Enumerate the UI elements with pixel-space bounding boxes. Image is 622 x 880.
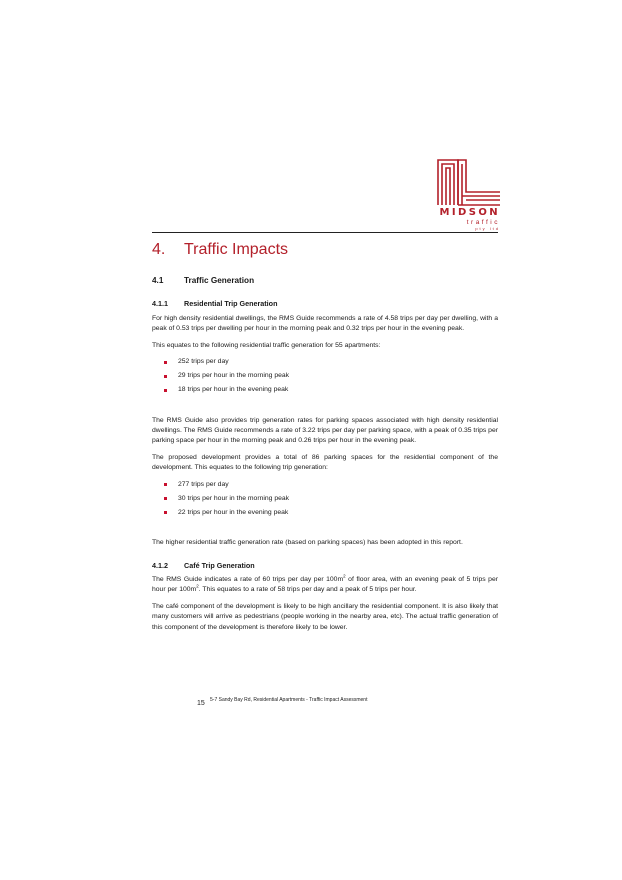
section-title: Residential Trip Generation	[184, 299, 278, 309]
text-run: . This equates to a rate of 58 trips per day and a peak of 5 trips per hour.	[198, 586, 417, 594]
list-item: 30 trips per hour in the morning peak	[152, 494, 498, 504]
section-heading-4-1-1	[152, 299, 498, 309]
text-run: of floor area, with an evening peak of 5 trips per hour per 100m	[152, 576, 499, 594]
paragraph: For high density residential dwellings, the RMS Guide recommends a rate of 4.58 trips per day per dwelling, with a peak of 0.53 trips per dwelling per hour in the morning peak and 0.32 trips per hour in the evening peak.	[152, 314, 498, 333]
section-title: Traffic Generation	[184, 276, 255, 285]
paragraph-floor-area	[152, 575, 498, 596]
brand-sub2: pty ltd	[475, 226, 500, 231]
paragraph: The café component of the development is likely to be high ancillary the residential component. It is also likely that many customers will arrive as pedestrians (people working in the nearby area, etc). The actual traffic generation of this component of the development is therefore likely to be lower.	[152, 602, 498, 631]
section-title: Café Trip Generation	[184, 560, 255, 570]
list-item: 252 trips per day	[152, 357, 498, 367]
chapter-heading	[152, 241, 288, 259]
brand-name: MIDSON	[439, 207, 500, 218]
paragraph: This equates to the following residential traffic generation for 55 apartments:	[152, 341, 381, 349]
paragraph: The proposed development provides a total of 86 parking spaces for the residential component of the development. This equates to the following trip generation:	[152, 453, 498, 472]
midson-logo-icon	[436, 158, 502, 206]
superscript: 2	[196, 584, 199, 590]
list-item: 22 trips per hour in the evening peak	[152, 508, 498, 518]
section-number: 4.1.1	[152, 299, 168, 309]
section-number: 4.1.2	[152, 560, 168, 570]
list-item: 18 trips per hour in the evening peak	[152, 385, 498, 395]
bullet-list-residential	[152, 357, 498, 396]
text-run: The RMS Guide indicates a rate of 60 trips per day per 100m	[152, 576, 344, 584]
page-number: 15	[197, 700, 205, 707]
paragraph: The RMS Guide also provides trip generation rates for parking spaces associated with high density residential dwellings. The RMS Guide recommends a rate of 3.22 trips per day per parking space, with a peak of 0.35 trips per parking space per hour in the morning peak and 0.26 trips per hour in the evening peak.	[152, 416, 498, 445]
superscript: 2	[343, 573, 346, 579]
header-rule	[152, 232, 498, 233]
section-number: 4.1	[152, 276, 164, 285]
section-heading-4-1-2	[152, 561, 498, 571]
brand-sub: traffic	[466, 219, 500, 226]
paragraph: The higher residential traffic generation rate (based on parking spaces) has been adopted in this report.	[152, 539, 463, 547]
bullet-list-parking	[152, 480, 498, 519]
chapter-number: 4.	[152, 241, 166, 258]
list-item: 29 trips per hour in the morning peak	[152, 371, 498, 381]
list-item: 277 trips per day	[152, 480, 498, 490]
footer-title: 5-7 Sandy Bay Rd, Residential Apartments - Traffic Impact Assessment	[210, 697, 368, 703]
chapter-title: Traffic Impacts	[184, 241, 289, 258]
page-content	[152, 276, 498, 639]
brand-block	[440, 207, 500, 231]
section-heading-4-1	[152, 276, 498, 286]
